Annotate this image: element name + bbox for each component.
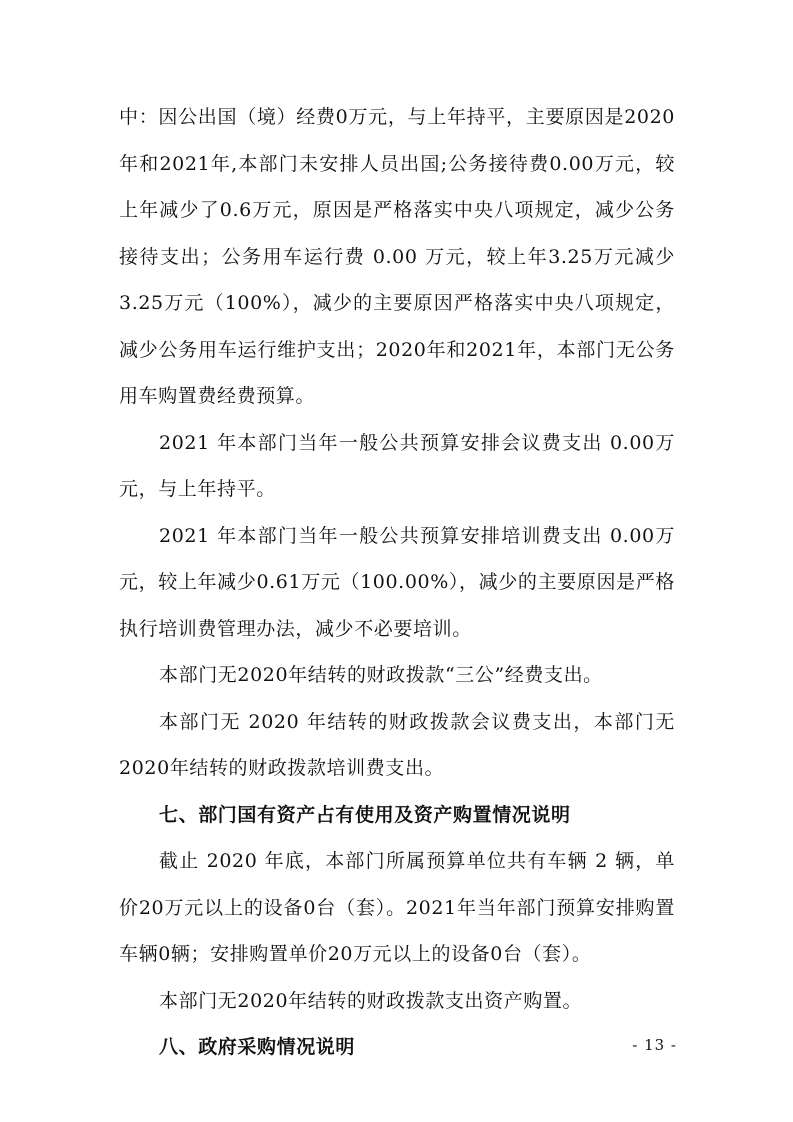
- paragraph-carryover-meeting-training: 本部门无 2020 年结转的财政拨款会议费支出，本部门无2020年结转的财政拨款培训费支出。: [119, 710, 675, 779]
- paragraph-public-expenses: 中：因公出国（境）经费0万元，与上年持平，主要原因是2020年和2021年,本部门未安排人员出国;公务接待费0.00万元，较上年减少了0.6万元，原因是严格落实中央八项规定，减少公务接待支出；公务用车运行费 0.00 万元，较上年3.25万元减少3.25万元（100%），减少的主要原因严格落实中央八项规定，减少公务用车运行维护支出；2020年和2021年，本部门无公务用车购置费经费预算。: [119, 106, 675, 407]
- paragraph-carryover-three-public: 本部门无2020年结转的财政拨款“三公”经费支出。: [159, 664, 603, 686]
- paragraph-asset-purchase: 本部门无2020年结转的财政拨款支出资产购置。: [159, 989, 583, 1012]
- document-body: [119, 94, 675, 1071]
- paragraph-meeting-fees: 2021 年本部门当年一般公共预算安排会议费支出 0.00万元，与上年持平。: [119, 431, 675, 500]
- paragraph-assets: 截止 2020 年底，本部门所属预算单位共有车辆 2 辆，单价20万元以上的设备0台（套）。2021年当年部门预算安排购置车辆0辆；安排购置单价20万元以上的设备0台（套）。: [119, 850, 675, 965]
- section-heading-procurement: 八、政府采购情况说明: [159, 1036, 356, 1058]
- page-number: - 13 -: [632, 1036, 677, 1054]
- section-heading-assets: 七、部门国有资产占有使用及资产购置情况说明: [159, 803, 571, 826]
- paragraph-training-fees: 2021 年本部门当年一般公共预算安排培训费支出 0.00万元，较上年减少0.61万元（100.00%），减少的主要原因是严格执行培训费管理办法，减少不必要培训。: [119, 524, 675, 640]
